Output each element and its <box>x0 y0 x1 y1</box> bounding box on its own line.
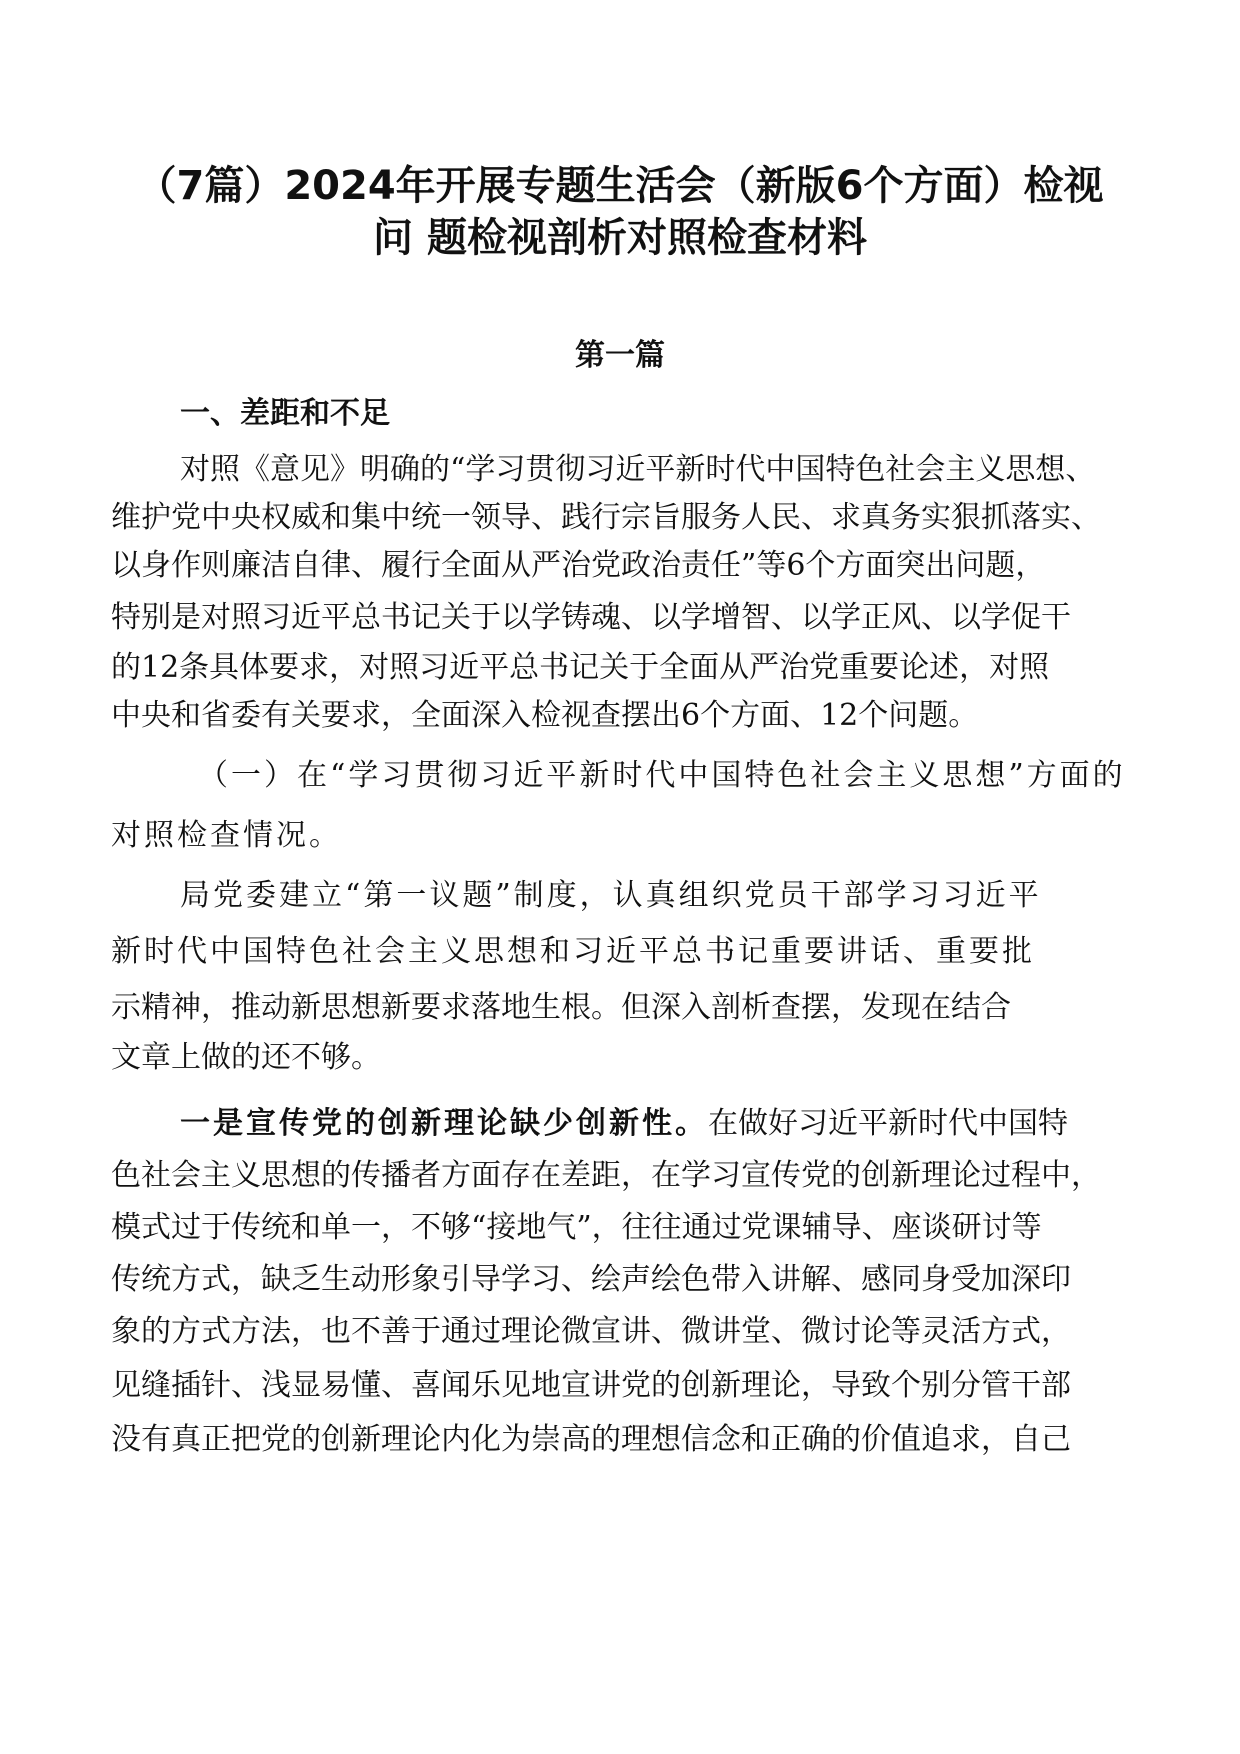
paragraph-line: 色社会主义思想的传播者方面存在差距，在学习宣传党的创新理论过程中， <box>111 1158 1101 1193</box>
paragraph-line: 见缝插针、浅显易懂、喜闻乐见地宣讲党的创新理论，导致个别分管干部 <box>111 1368 1071 1403</box>
paragraph-lead: 一是宣传党的创新理论缺少创新性。 <box>180 1106 708 1141</box>
paragraph-line: 特别是对照习近平总书记关于以学铸魂、以学增智、以学正风、以学促干 <box>111 600 1071 635</box>
paragraph-line: 维护党中央权威和集中统一领导、践行宗旨服务人民、求真务实狠抓落实、 <box>111 500 1101 535</box>
paragraph-line: 没有真正把党的创新理论内化为崇高的理想信念和正确的价值追求，自己 <box>111 1422 1071 1457</box>
paragraph-line: 象的方式方法，也不善于通过理论微宣讲、微讲堂、微讨论等灵活方式， <box>111 1314 1071 1349</box>
paragraph-line: 传统方式，缺乏生动形象引导学习、绘声绘色带入讲解、感同身受加深印 <box>111 1262 1071 1297</box>
paragraph-text: 在做好习近平新时代中国特 <box>708 1106 1068 1141</box>
paragraph-line: 以身作则廉洁自律、履行全面从严治党政治责任”等6个方面突出问题， <box>111 548 1046 583</box>
document-title-line-2: 问 题检视剖析对照检查材料 <box>373 215 867 261</box>
subsection-heading-line: （一）在“学习贯彻习近平新时代中国特色社会主义思想”方面的 <box>198 758 1126 793</box>
subsection-heading-line: 对照检查情况。 <box>111 818 342 853</box>
part-heading: 第一篇 <box>575 338 665 373</box>
document-title-line-1: （7篇）2024年开展专题生活会（新版6个方面）检视 <box>136 163 1104 209</box>
paragraph-line: 新时代中国特色社会主义思想和习近平总书记重要讲话、重要批 <box>111 934 1035 969</box>
paragraph-line: 的12条具体要求，对照习近平总书记关于全面从严治党重要论述，对照 <box>111 650 1050 685</box>
paragraph-line: 文章上做的还不够。 <box>111 1040 381 1075</box>
section-heading: 一、差距和不足 <box>180 396 390 431</box>
paragraph-line: 模式过于传统和单一，不够“接地气”，往往通过党课辅导、座谈研讨等 <box>111 1210 1042 1245</box>
paragraph-line: 局党委建立“第一议题”制度，认真组织党员干部学习习近平 <box>180 878 1042 913</box>
paragraph-line: 对照《意见》明确的“学习贯彻习近平新时代中国特色社会主义思想、 <box>180 452 1096 487</box>
paragraph-line <box>180 1104 1068 1144</box>
paragraph-line: 示精神，推动新思想新要求落地生根。但深入剖析查摆，发现在结合 <box>111 990 1011 1025</box>
paragraph-line: 中央和省委有关要求，全面深入检视查摆出6个方面、12个问题。 <box>111 698 979 733</box>
